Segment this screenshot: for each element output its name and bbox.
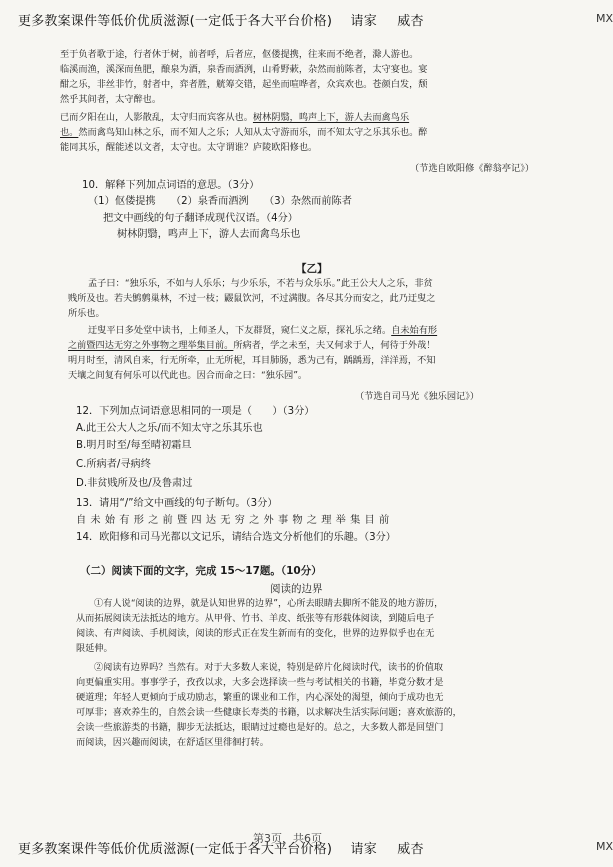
text-line: 至于负者歌于途，行者休于树，前者呼，后者应，伛偻提携，往来而不绝者，滁人游也。 [60, 49, 419, 60]
text-line: 阅读、有声阅读、手机阅读，阅读的形式正在发生新而有的变化，世界的边界似乎也在无 [76, 628, 435, 639]
text-line: 酣之乐，非丝非竹，射者中，弈者胜，觥筹交错，起坐而喧哗者，众宾欢也。苍颜白发，颓 [60, 79, 428, 90]
page-number: 第3页，共6页 [253, 832, 322, 845]
text-line: ①有人说“阅读的边界，就是认知世界的边界”，心所去眼睛去脚所不能及的地方游历， [94, 598, 444, 609]
banner-edge-text: MX [596, 840, 613, 853]
yi-para-1 [68, 276, 436, 321]
yi-source: （节选自司马光《独乐园记》） [355, 391, 480, 402]
text-line: 能同其乐，醒能述以文者，太守也。太守谓谁？庐陵欧阳修也。 [60, 142, 318, 153]
text-line: 向更偏重实用。事事学子，孜孜以求，大多会选择读一些与考试相关的书籍，毕竟分数才是 [76, 677, 444, 688]
underlined-sentence: 自未始有形 [391, 325, 438, 336]
jia-source: （节选自欧阳修《醉翁亭记》） [410, 163, 535, 174]
question-12-option-c: C.所病者/寻病终 [76, 459, 151, 470]
article-title: 阅读的边界 [270, 583, 323, 595]
text-line: 贱所及也。若夫鹪鹩巢林，不过一枝；鼹鼠饮河，不过满腹。各尽其分而安之，此乃迂叟之 [68, 293, 436, 304]
text-line: 临溪而渔，溪深而鱼肥，酿泉为酒，泉香而酒洌，山肴野蔌，杂然而前陈者，太守宴也。宴 [60, 64, 428, 75]
question-13-stem: 13．请用“/”给文中画线的句子断句。（3分） [76, 498, 278, 509]
section-2-heading: （二）阅读下面的文字，完成 15～17题。（10分） [80, 565, 322, 577]
jia-para-2 [60, 110, 428, 155]
promo-banner-top [18, 10, 424, 29]
question-12-option-b: B.明月时至/每至晴初霜旦 [76, 440, 192, 451]
question-11-sentence: 树林阴翳，鸣声上下，游人去而禽鸟乐也 [117, 229, 301, 240]
contact-name: 威杏 [397, 14, 424, 29]
underlined-sentence: 树林阴翳，鸣声上下，游人去而禽鸟乐 [252, 112, 410, 123]
text-line: 会读一些旅游类的书籍，脚步无法抵达，眼睛过过瘾也是好的。总之，大多数人都是回望门 [76, 722, 444, 733]
promo-text: 更多教案课件等低价优质滋源(一定低于各大平台价格) [18, 842, 333, 857]
text-line: 可厚非；喜欢养生的，自然会读一些健康长寿类的书籍，以求解决生活实际问题；喜欢旅游的， [76, 707, 462, 718]
question-11-stem: 把文中画线的句子翻译成现代汉语。（4分） [103, 213, 298, 224]
promo-text: 更多教案课件等低价优质滋源(一定低于各大平台价格) [18, 14, 333, 29]
question-12-stem: 12．下列加点词语意思相同的一项是（ ）（3分） [76, 406, 315, 417]
jia-para-1 [60, 47, 428, 107]
promo-banner-bottom [18, 838, 424, 857]
question-10-items: （1）伛偻提携 （2）泉香而酒洌 （3）杂然而前陈者 [88, 196, 352, 207]
passage-yi-title: 【乙】 [296, 263, 328, 275]
text-line: 限延伸。 [76, 643, 113, 654]
text-line: 明月时至，清风自来，行无所牵，止无所柅，耳目肺肠，悉为己有，踽踽焉，洋洋焉，不知 [68, 355, 436, 366]
text-line: 所乐也。 [68, 308, 105, 319]
text-span: 然而禽鸟知山林之乐，而不知人之乐；人知从太守游而乐，而不知太守之乐其乐也。醉 [78, 127, 428, 138]
text-line: 然乎其间者，太守醉也。 [60, 94, 162, 105]
contact-label: 请家 [350, 842, 377, 857]
question-10-stem: 10．解释下列加点词语的意思。（3分） [82, 180, 260, 191]
text-span: 迂叟平日多处堂中读书，上师圣人，下友群贤，窥仁义之原，探礼乐之绪。 [88, 325, 392, 336]
text-line: 而阅读，因兴趣而阅读，在舒适区里徘徊打转。 [76, 737, 269, 748]
text-line: 硬道理；年轻人更倾向于成功励志，繁重的课业和工作，内心深处的渴望，倾向于成功也无 [76, 692, 444, 703]
banner-edge-text: MX [596, 12, 613, 25]
section2-para-1 [76, 596, 443, 656]
underlined-sentence: 也。 [60, 127, 79, 138]
question-12-option-a: A.此王公大人之乐/而不知太守之乐其乐也 [76, 423, 263, 434]
text-line: 从而拓展阅读无法抵达的地方。从甲骨、竹书、羊皮、纸张等有形载体阅读，到随后电子 [76, 613, 435, 624]
underlined-sentence: 之前暨四达无穷之外事物之理举集目前。 [68, 340, 234, 351]
contact-label: 请家 [350, 14, 377, 29]
text-line: 天壤之间复有何乐可以代此也。因合而命之曰：“独乐园”。 [68, 370, 308, 381]
text-line: 孟子曰：“独乐乐，不如与人乐乐；与少乐乐，不若与众乐乐。”此王公大人之乐，非贫 [88, 278, 433, 289]
contact-name: 威杏 [397, 842, 424, 857]
question-13-sentence: 自 未 始 有 形 之 前 暨 四 达 无 穷 之 外 事 物 之 理 举 集 目 前 [76, 515, 390, 526]
section2-para-2 [76, 660, 462, 750]
text-span: 已而夕阳在山，人影散乱，太守归而宾客从也。 [60, 112, 253, 123]
text-line: ②阅读有边界吗？当然有。对于大多数人来说，特别是碎片化阅读时代，读书的价值取 [94, 662, 444, 673]
question-12-option-d: D.非贫贱所及也/及鲁肃过 [76, 478, 193, 489]
text-span: 所病者，学之未至，夫又何求于人，何待于外哉！ [233, 340, 436, 351]
yi-para-2 [68, 323, 437, 383]
question-14-stem: 14．欧阳修和司马光都以文记乐，请结合选文分析他们的乐趣。（3分） [76, 532, 396, 543]
